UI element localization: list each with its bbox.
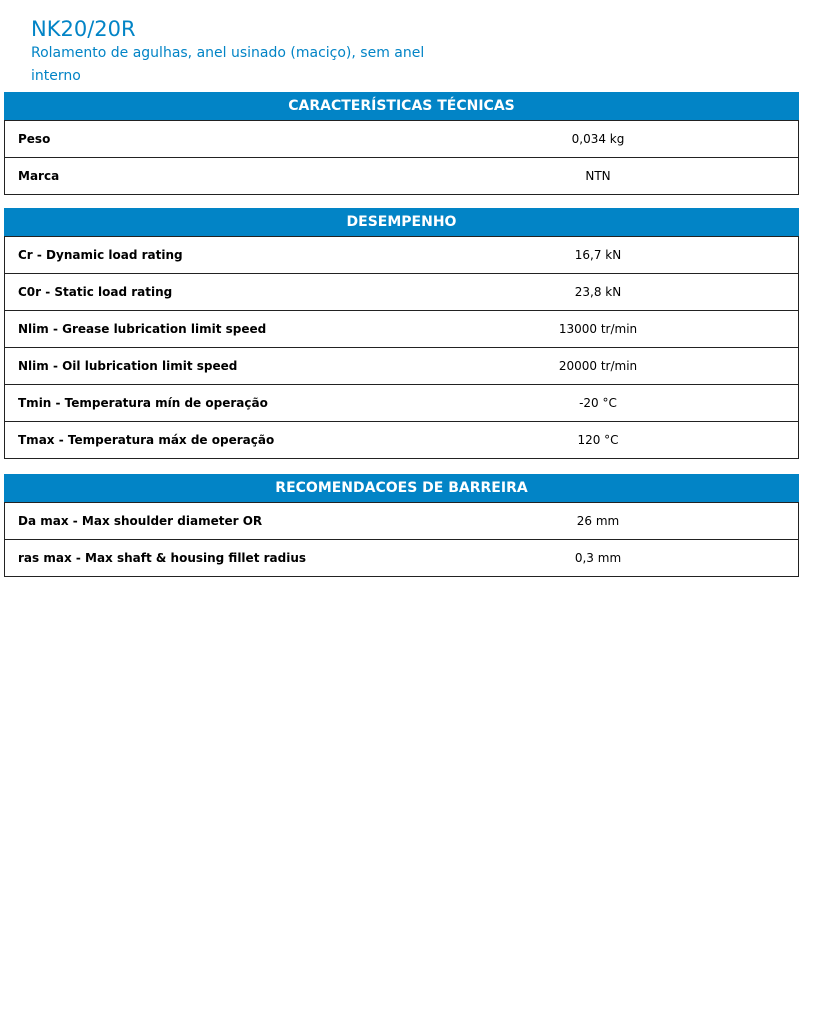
product-description: Rolamento de agulhas, anel usinado (maciço), sem anel interno bbox=[31, 45, 425, 84]
product-code: NK20/20R bbox=[31, 17, 136, 41]
spec-table bbox=[4, 236, 799, 459]
row-label: C0r - Static load rating bbox=[18, 285, 173, 299]
row-label: Nlim - Oil lubrication limit speed bbox=[18, 359, 238, 373]
table-row bbox=[5, 422, 798, 458]
row-value: 0,034 kg bbox=[571, 132, 625, 146]
section-title: RECOMENDACOES DE BARREIRA bbox=[4, 474, 799, 502]
row-label: ras max - Max shaft & housing fillet radius bbox=[18, 551, 307, 565]
row-value: NTN bbox=[585, 169, 611, 183]
spec-table bbox=[4, 502, 799, 577]
table-row bbox=[5, 385, 798, 422]
section-caracteristicas-tecnicas bbox=[4, 92, 799, 195]
section-desempenho bbox=[4, 208, 799, 459]
row-value: 23,8 kN bbox=[574, 285, 622, 299]
row-label: Tmax - Temperatura máx de operação bbox=[18, 433, 275, 447]
section-title: CARACTERÍSTICAS TÉCNICAS bbox=[4, 92, 799, 120]
row-label: Da max - Max shoulder diameter OR bbox=[18, 514, 263, 528]
table-row bbox=[5, 237, 798, 274]
row-label: Tmin - Temperatura mín de operação bbox=[18, 396, 268, 410]
row-value: 0,3 mm bbox=[574, 551, 622, 565]
table-row bbox=[5, 274, 798, 311]
row-value: -20 °C bbox=[579, 396, 617, 410]
row-label: Marca bbox=[18, 169, 60, 183]
table-row bbox=[5, 540, 798, 576]
row-value: 20000 tr/min bbox=[558, 359, 638, 373]
row-label: Peso bbox=[18, 132, 51, 146]
table-row bbox=[5, 121, 798, 158]
table-row bbox=[5, 348, 798, 385]
row-label: Nlim - Grease lubrication limit speed bbox=[18, 322, 267, 336]
product-header bbox=[31, 16, 471, 88]
table-row bbox=[5, 311, 798, 348]
row-label: Cr - Dynamic load rating bbox=[18, 248, 183, 262]
section-recomendacoes-de-barreira bbox=[4, 474, 799, 577]
row-value: 13000 tr/min bbox=[558, 322, 638, 336]
table-row bbox=[5, 503, 798, 540]
section-title: DESEMPENHO bbox=[4, 208, 799, 236]
row-value: 16,7 kN bbox=[574, 248, 622, 262]
table-row bbox=[5, 158, 798, 194]
spec-table bbox=[4, 120, 799, 195]
row-value: 26 mm bbox=[576, 514, 620, 528]
row-value: 120 °C bbox=[577, 433, 619, 447]
